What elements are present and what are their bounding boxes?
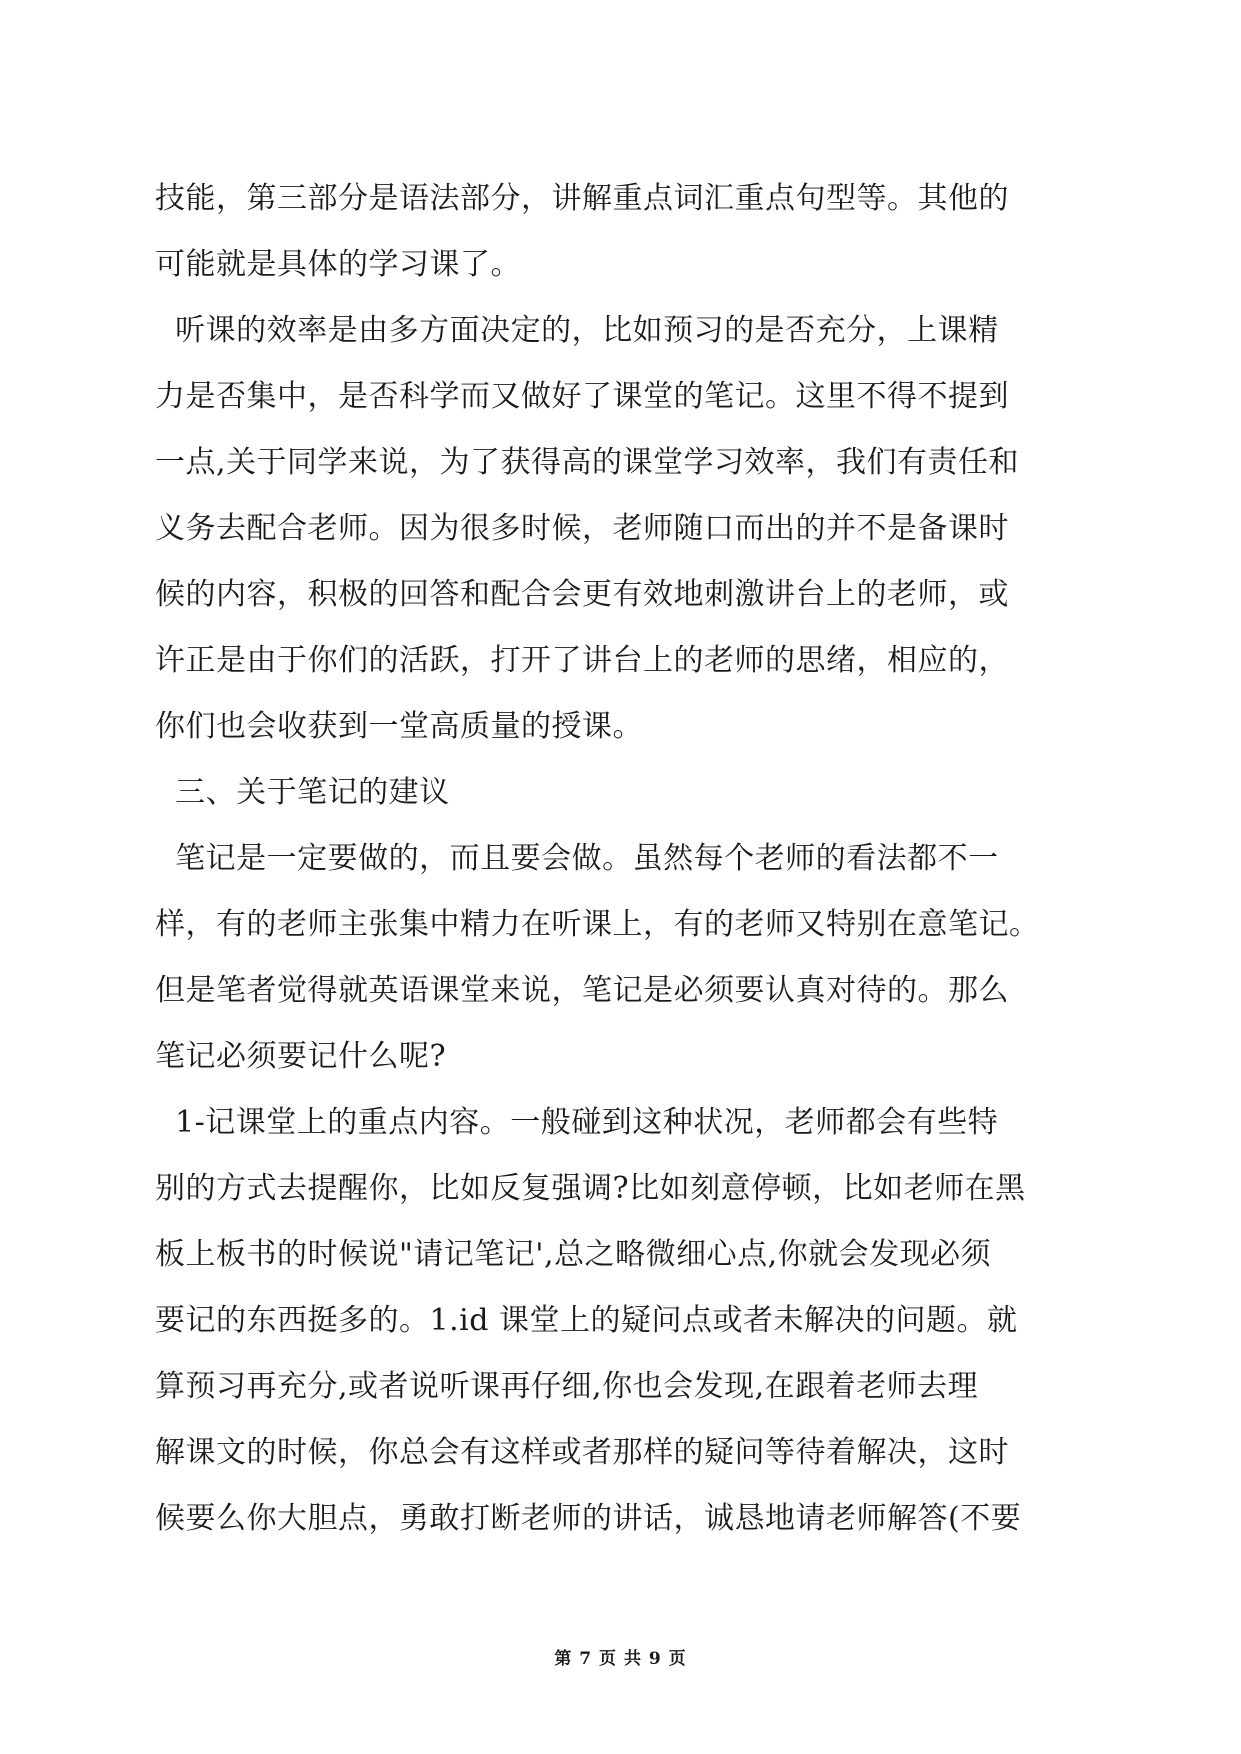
- text-line: 力是否集中，是否科学而又做好了课堂的笔记。这里不得不提到: [155, 379, 1009, 414]
- text-line: 样，有的老师主张集中精力在听课上，有的老师又特别在意笔记。: [155, 907, 1040, 942]
- text-line: 候的内容，积极的回答和配合会更有效地刺激讲台上的老师，或: [155, 577, 1009, 612]
- section-heading: 三、关于笔记的建议: [155, 775, 450, 810]
- text-line: 技能，第三部分是语法部分，讲解重点词汇重点句型等。其他的: [155, 181, 1009, 216]
- text-line: 许正是由于你们的活跃，打开了讲台上的老师的思绪，相应的，: [155, 643, 1009, 678]
- page-number-footer: 第 7 页 共 9 页: [554, 1649, 687, 1669]
- text-line: 笔记必须要记什么呢?: [155, 1039, 447, 1074]
- text-line: 要记的东西挺多的。1.id 课堂上的疑问点或者未解决的问题。就: [155, 1303, 1018, 1338]
- text-line: 别的方式去提醒你，比如反复强调?比如刻意停顿，比如老师在黑: [155, 1171, 1026, 1206]
- text-line: 笔记是一定要做的，而且要会做。虽然每个老师的看法都不一: [155, 841, 999, 876]
- text-line: 候要么你大胆点，勇敢打断老师的讲话，诚恳地请老师解答(不要: [155, 1501, 1022, 1536]
- text-line: 义务去配合老师。因为很多时候，老师随口而出的并不是备课时: [155, 511, 1009, 546]
- text-line: 你们也会收获到一堂高质量的授课。: [155, 709, 643, 744]
- text-line: 1-记课堂上的重点内容。一般碰到这种状况，老师都会有些特: [155, 1105, 999, 1140]
- text-line: 算预习再充分,或者说听课再仔细,你也会发现,在跟着老师去理: [155, 1369, 979, 1404]
- text-line: 但是笔者觉得就英语课堂来说，笔记是必须要认真对待的。那么: [155, 973, 1009, 1008]
- text-line: 解课文的时候，你总会有这样或者那样的疑问等待着解决，这时: [155, 1435, 1009, 1470]
- text-line: 一点,关于同学来说，为了获得高的课堂学习效率，我们有责任和: [155, 445, 1020, 480]
- text-line: 可能就是具体的学习课了。: [155, 247, 521, 282]
- text-line: 听课的效率是由多方面决定的，比如预习的是否充分，上课精: [155, 313, 999, 348]
- text-line: 板上板书的时候说"请记笔记',总之略微细心点,你就会发现必须: [155, 1237, 992, 1272]
- body-text: [155, 182, 1095, 1568]
